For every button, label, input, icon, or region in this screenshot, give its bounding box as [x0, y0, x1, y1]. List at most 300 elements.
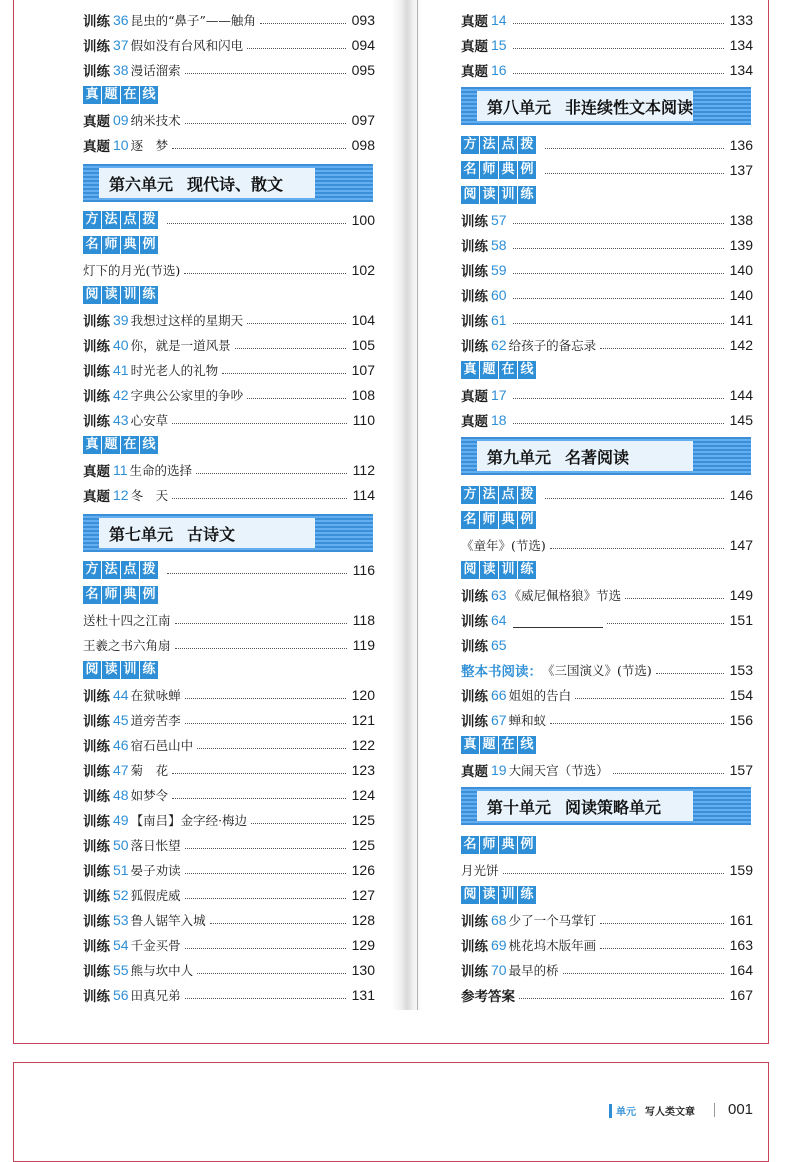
section-tag: [83, 211, 159, 229]
tag-yuedu: [461, 560, 537, 580]
section-tag-char: 例: [518, 836, 536, 854]
entry-page: 144: [729, 387, 753, 403]
section-tag-char: 拨: [140, 561, 158, 579]
toc-entry[interactable]: [83, 60, 375, 80]
entry-kind: 训练: [461, 639, 488, 655]
toc-entry[interactable]: [83, 610, 375, 630]
section-tag-char: 题: [480, 361, 498, 379]
entry-kind: 训练: [83, 739, 110, 755]
toc-entry[interactable]: [461, 860, 753, 880]
entry-page: 138: [729, 212, 753, 228]
dot-leader: [185, 873, 346, 874]
section-tag-char: 练: [518, 186, 536, 204]
toc-entry[interactable]: [461, 910, 753, 930]
entry-number: 59: [491, 262, 507, 278]
toc-entry[interactable]: [461, 635, 753, 655]
section-tag-char: 训: [121, 286, 139, 304]
toc-entry[interactable]: [461, 285, 753, 305]
dot-leader: [513, 248, 724, 249]
footer-title: 写人类文章: [645, 1107, 695, 1118]
entry-title: 如梦令: [130, 788, 169, 803]
section-tag-char: 阅: [83, 661, 101, 679]
section-tag-char: 练: [140, 661, 158, 679]
toc-entry[interactable]: [83, 785, 375, 805]
entry-page: 154: [729, 687, 753, 703]
entry-kind: 真题: [83, 489, 110, 505]
section-tag: [461, 736, 537, 754]
entry-kind: 训练: [461, 689, 488, 705]
entry-title: 我想过这样的星期天: [130, 313, 244, 328]
dot-leader: [545, 173, 724, 174]
entry-title: 字典公公家里的争吵: [130, 388, 244, 403]
entry-kind: 训练: [83, 964, 110, 980]
dot-leader: [247, 323, 346, 324]
entry-title: 生命的选择: [129, 463, 193, 478]
section-tag-char: 名: [461, 161, 479, 179]
entry-page: 149: [729, 587, 753, 603]
dot-leader: [519, 998, 724, 999]
entry-kind: 真题: [461, 414, 488, 430]
dot-leader: [172, 773, 346, 774]
tag-fangfa[interactable]: [83, 210, 375, 230]
dot-leader: [545, 498, 724, 499]
unit-name: 非连续性文本阅读: [565, 97, 694, 117]
toc-entry[interactable]: [83, 910, 375, 930]
entry-title: 王羲之书六角扇: [83, 638, 171, 653]
unit-banner-10: [461, 787, 751, 825]
section-tag-char: 拨: [518, 486, 536, 504]
unit-number: 第六单元: [109, 174, 174, 194]
section-tag-char: 线: [140, 86, 158, 104]
entry-number: 16: [491, 62, 507, 78]
entry-page: 136: [729, 137, 753, 153]
toc-entry[interactable]: [83, 460, 375, 480]
toc-entry[interactable]: [461, 760, 753, 780]
entry-kind: 训练: [83, 364, 110, 380]
dot-leader: [172, 498, 347, 499]
entry-page: 110: [352, 412, 375, 428]
section-tag-char: 阅: [461, 886, 479, 904]
section-tag-char: 法: [480, 136, 498, 154]
toc-entry[interactable]: [83, 485, 375, 505]
dot-leader: [513, 398, 724, 399]
unit-banner-6: [83, 164, 373, 202]
entry-title: 心安草: [130, 413, 169, 428]
section-tag-char: 真: [461, 361, 479, 379]
entry-kind: 训练: [83, 864, 110, 880]
entry-number: 45: [113, 712, 129, 728]
section-tag-char: 例: [140, 586, 158, 604]
section-tag-char: 在: [121, 86, 139, 104]
entry-kind: 训练: [461, 339, 488, 355]
toc-entry[interactable]: [83, 110, 375, 130]
dot-leader: [600, 948, 724, 949]
dot-leader: [513, 73, 724, 74]
entry-page: 112: [352, 462, 375, 478]
toc-entry[interactable]: [83, 135, 375, 155]
spine-line: [417, 0, 418, 1010]
section-tag-char: 师: [480, 511, 498, 529]
entry-title: 宿石邑山中: [130, 738, 194, 753]
entry-number: 64: [491, 612, 507, 628]
toc-entry[interactable]: [83, 335, 375, 355]
section-tag-char: 师: [102, 586, 120, 604]
section-tag-char: 训: [499, 186, 517, 204]
entry-number: 69: [491, 937, 507, 953]
entry-number: 44: [113, 687, 129, 703]
entry-number: 63: [491, 587, 507, 603]
entry-page: 161: [729, 912, 753, 928]
entry-page: 104: [351, 312, 375, 328]
section-tag-char: 阅: [461, 186, 479, 204]
toc-entry[interactable]: [461, 310, 753, 330]
section-tag-char: 方: [461, 486, 479, 504]
entry-number: 61: [491, 312, 507, 328]
entry-title: 田真兄弟: [130, 988, 181, 1003]
entry-kind: 训练: [461, 939, 488, 955]
entry-title: 逐 梦: [130, 138, 169, 153]
toc-entry[interactable]: [83, 885, 375, 905]
entry-page: 093: [351, 12, 375, 28]
tag-zhenti: [83, 435, 159, 455]
entry-title: 少了一个马掌钉: [508, 913, 597, 928]
entry-number: 52: [113, 887, 129, 903]
entry-title: 纳米技术: [130, 113, 181, 128]
entry-page: 116: [352, 562, 375, 578]
section-tag-char: 名: [83, 586, 101, 604]
toc-entry-answers[interactable]: [461, 985, 753, 1005]
entry-number: 65: [491, 637, 507, 653]
section-tag-char: 题: [102, 86, 120, 104]
toc-entry[interactable]: [83, 10, 375, 30]
entry-kind: 训练: [83, 914, 110, 930]
entry-page: 163: [729, 937, 753, 953]
entry-kind: 训练: [461, 714, 488, 730]
toc-entry[interactable]: [83, 810, 375, 830]
section-tag-char: 练: [518, 886, 536, 904]
entry-page: 125: [351, 837, 375, 853]
section-tag-char: 线: [140, 436, 158, 454]
section-tag: [461, 511, 537, 529]
toc-entry[interactable]: [83, 960, 375, 980]
toc-entry[interactable]: [461, 335, 753, 355]
toc-entry[interactable]: [461, 10, 753, 30]
toc-entry[interactable]: [83, 360, 375, 380]
entry-title: 菊 花: [130, 763, 169, 778]
entry-title: 《威尼佩格狼》节选: [508, 588, 622, 603]
entry-kind: 训练: [461, 914, 488, 930]
dot-leader: [545, 148, 724, 149]
entry-kind: 训练: [461, 214, 488, 230]
entry-page: 120: [351, 687, 375, 703]
entry-page: 125: [351, 812, 375, 828]
dot-leader: [222, 373, 346, 374]
entry-title: 《三国演义》(节选): [542, 663, 652, 678]
entry-title: 鲁人锯竿入城: [130, 913, 206, 928]
section-tag-char: 师: [480, 836, 498, 854]
toc-entry[interactable]: [83, 260, 375, 280]
toc-entry-whole-book[interactable]: [461, 660, 753, 680]
entry-number: 42: [113, 387, 129, 403]
toc-entry[interactable]: [83, 735, 375, 755]
tag-yuedu: [83, 285, 159, 305]
dot-leader: [185, 848, 346, 849]
entry-page: 140: [729, 262, 753, 278]
section-tag-char: 法: [102, 211, 120, 229]
entry-title: 冬 天: [130, 488, 169, 503]
entry-page: 134: [729, 37, 753, 53]
section-tag-char: 师: [480, 161, 498, 179]
entry-title: 昆虫的“鼻子”——触角: [130, 13, 256, 28]
section-tag-char: 例: [518, 511, 536, 529]
tag-mingshi: [83, 235, 159, 255]
section-tag: [461, 186, 537, 204]
section-tag-char: 在: [499, 361, 517, 379]
toc-entry[interactable]: [83, 710, 375, 730]
section-tag-char: 练: [140, 286, 158, 304]
entry-number: 54: [113, 937, 129, 953]
entry-page: 127: [351, 887, 375, 903]
entry-page: 137: [729, 162, 753, 178]
toc-entry[interactable]: [461, 410, 753, 430]
unit-banner-9: [461, 437, 751, 475]
entry-kind: 训练: [461, 289, 488, 305]
tag-mingshi[interactable]: [461, 160, 753, 180]
toc-entry[interactable]: [461, 35, 753, 55]
entry-number: 09: [113, 112, 129, 128]
dot-leader: [563, 973, 724, 974]
section-tag-char: 名: [461, 511, 479, 529]
entry-page: 139: [729, 237, 753, 253]
tag-fangfa[interactable]: [461, 135, 753, 155]
entry-page: 142: [729, 337, 753, 353]
entry-kind: 训练: [461, 964, 488, 980]
section-tag: [83, 236, 159, 254]
unit-name: 名著阅读: [565, 447, 630, 467]
entry-title: 大闹天宫（节选）: [508, 763, 609, 778]
section-tag-char: 题: [480, 736, 498, 754]
toc-entry[interactable]: [461, 960, 753, 980]
entry-page: 131: [351, 987, 375, 1003]
dot-leader: [167, 573, 347, 574]
entry-page: 098: [351, 137, 375, 153]
toc-entry[interactable]: [461, 535, 753, 555]
entry-page: 156: [729, 712, 753, 728]
toc-entry[interactable]: [83, 685, 375, 705]
entry-title: 时光老人的礼物: [130, 363, 219, 378]
entry-number: 58: [491, 237, 507, 253]
entry-number: 36: [113, 12, 129, 28]
toc-entry[interactable]: [83, 835, 375, 855]
section-tag-char: 读: [480, 886, 498, 904]
toc-entry[interactable]: [461, 210, 753, 230]
dot-leader: [172, 798, 346, 799]
entry-number: 12: [113, 487, 129, 503]
toc-entry[interactable]: [83, 310, 375, 330]
dot-leader: [513, 48, 724, 49]
dot-leader: [197, 748, 346, 749]
unit-label-box: [477, 791, 693, 821]
unit-name: 古诗文: [187, 524, 236, 544]
dot-leader: [625, 598, 724, 599]
dot-leader: [260, 23, 346, 24]
tag-fangfa[interactable]: [461, 485, 753, 505]
toc-entry[interactable]: [83, 35, 375, 55]
toc-entry[interactable]: [83, 635, 375, 655]
entry-number: 56: [113, 987, 129, 1003]
entry-page: 133: [729, 12, 753, 28]
entry-number: 41: [113, 362, 129, 378]
entry-title: 参考答案: [461, 989, 515, 1005]
entry-page: 105: [351, 337, 375, 353]
section-tag-char: 读: [102, 286, 120, 304]
section-tag: [461, 836, 537, 854]
entry-number: 57: [491, 212, 507, 228]
footer-separator: [714, 1103, 715, 1117]
dot-leader: [550, 723, 724, 724]
toc-entry[interactable]: [461, 260, 753, 280]
section-tag-char: 真: [83, 436, 101, 454]
section-tag: [83, 286, 159, 304]
entry-kind: 真题: [461, 389, 488, 405]
dot-leader: [210, 923, 346, 924]
dot-leader: [185, 123, 346, 124]
dot-leader: [185, 948, 346, 949]
section-tag-char: 典: [499, 836, 517, 854]
entry-kind: 训练: [83, 14, 110, 30]
entry-kind: 训练: [83, 689, 110, 705]
section-tag: [461, 161, 537, 179]
dot-leader: [251, 823, 346, 824]
entry-page: 114: [352, 487, 375, 503]
toc-entry[interactable]: [461, 710, 753, 730]
entry-kind: 训练: [461, 614, 488, 630]
entry-page: 129: [351, 937, 375, 953]
entry-number: 62: [491, 337, 507, 353]
entry-page: 146: [729, 487, 753, 503]
entry-title: 【南吕】金字经·梅边: [130, 813, 248, 828]
unit-label-box: [477, 91, 693, 121]
dot-leader: [184, 273, 345, 274]
section-tag-char: 练: [518, 561, 536, 579]
entry-page: 121: [351, 712, 375, 728]
entry-page: 153: [729, 662, 753, 678]
section-tag-char: 例: [518, 161, 536, 179]
entry-kind: 训练: [83, 389, 110, 405]
section-tag-char: 典: [121, 586, 139, 604]
entry-page: 126: [351, 862, 375, 878]
entry-title: 落日怅望: [130, 838, 181, 853]
entry-title: 假如没有台风和闪电: [130, 38, 244, 53]
dot-leader: [185, 723, 346, 724]
entry-number: 43: [113, 412, 129, 428]
toc-entry[interactable]: [461, 585, 753, 605]
dot-leader: [513, 23, 724, 24]
dot-leader: [513, 323, 724, 324]
section-tag: [83, 561, 159, 579]
entry-number: 67: [491, 712, 507, 728]
entry-number: 51: [113, 862, 129, 878]
entry-kind: 训练: [83, 889, 110, 905]
toc-entry[interactable]: [461, 610, 753, 630]
section-tag-char: 法: [480, 486, 498, 504]
dot-leader: [600, 348, 724, 349]
toc-entry[interactable]: [83, 385, 375, 405]
section-tag-char: 训: [499, 561, 517, 579]
unit-banner-7: [83, 514, 373, 552]
dot-leader: [550, 548, 724, 549]
tag-mingshi: [461, 510, 537, 530]
toc-entry[interactable]: [461, 935, 753, 955]
unit-number: 第九单元: [487, 447, 552, 467]
dot-leader: [513, 423, 724, 424]
entry-number: 38: [113, 62, 129, 78]
section-tag-char: 名: [461, 836, 479, 854]
section-tag-char: 拨: [140, 211, 158, 229]
tag-mingshi: [461, 835, 537, 855]
entry-title: 狐假虎威: [130, 888, 181, 903]
toc-entry[interactable]: [83, 935, 375, 955]
entry-page: 151: [729, 612, 753, 628]
toc-entry[interactable]: [83, 760, 375, 780]
section-tag-char: 题: [102, 436, 120, 454]
entry-number: 68: [491, 912, 507, 928]
unit-number: 第十单元: [487, 797, 552, 817]
entry-title: 千金买骨: [130, 938, 181, 953]
toc-entry[interactable]: [461, 385, 753, 405]
section-tag-char: 在: [499, 736, 517, 754]
section-tag-char: 阅: [83, 286, 101, 304]
toc-entry[interactable]: [83, 410, 375, 430]
entry-kind: 真题: [461, 64, 488, 80]
toc-entry[interactable]: [461, 60, 753, 80]
entry-kind: 真题: [83, 464, 110, 480]
section-tag: [461, 561, 537, 579]
dot-leader: [172, 148, 346, 149]
entry-kind: 训练: [83, 339, 110, 355]
section-tag-char: 读: [102, 661, 120, 679]
dot-leader: [185, 698, 346, 699]
entry-number: 70: [491, 962, 507, 978]
entry-page: 130: [351, 962, 375, 978]
entry-number: 66: [491, 687, 507, 703]
entry-number: 11: [113, 462, 128, 478]
section-tag-char: 阅: [461, 561, 479, 579]
entry-title: 你，就是一道风景: [130, 338, 231, 353]
entry-number: 40: [113, 337, 129, 353]
entry-page: 108: [351, 387, 375, 403]
entry-page: 147: [729, 537, 753, 553]
tag-fangfa[interactable]: [83, 560, 375, 580]
toc-entry[interactable]: [461, 685, 753, 705]
dot-leader: [235, 348, 346, 349]
toc-entry[interactable]: [83, 985, 375, 1005]
entry-kind: 训练: [461, 314, 488, 330]
section-tag-char: 师: [102, 236, 120, 254]
toc-entry[interactable]: [461, 235, 753, 255]
section-tag-char: 典: [499, 161, 517, 179]
dot-leader: [185, 998, 346, 999]
entry-number: 14: [491, 12, 507, 28]
unit-name: 现代诗、散文: [187, 174, 284, 194]
section-tag-char: 读: [480, 186, 498, 204]
toc-entry[interactable]: [83, 860, 375, 880]
entry-kind: 训练: [461, 239, 488, 255]
section-tag-char: 点: [499, 136, 517, 154]
section-tag-char: 典: [121, 236, 139, 254]
entry-page: 118: [352, 612, 375, 628]
entry-kind: 训练: [83, 39, 110, 55]
